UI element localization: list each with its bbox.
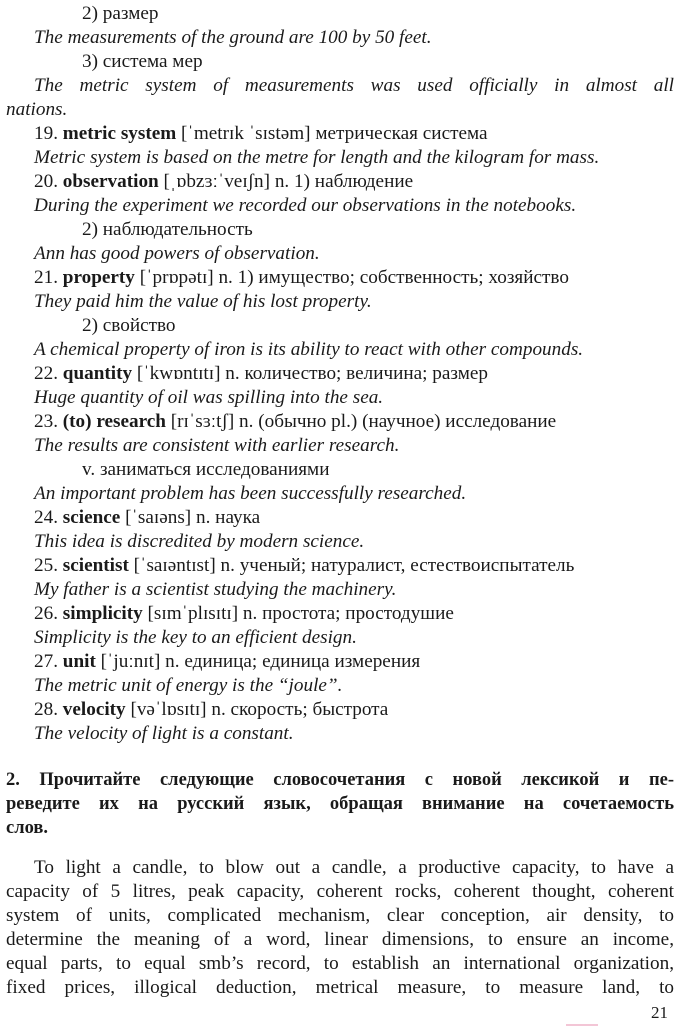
entry-word: (to) research (62, 411, 166, 432)
entry-number: 21. (34, 267, 58, 288)
example-sentence: An important problem has been successfully researched. (34, 483, 467, 504)
entry-definition: [ˈsaɪəntɪst] n. ученый; натуралист, естествоиспытатель (128, 555, 575, 576)
vocab-entry-27 (34, 650, 420, 674)
entry-number: 27. (34, 651, 58, 672)
entry-number: 25. (34, 555, 58, 576)
vocab-entry-21 (34, 266, 569, 290)
entry-number: 28. (34, 699, 58, 720)
entry-number: 20. (34, 171, 58, 192)
vocab-entry-26 (34, 602, 454, 626)
entry-definition: [rɪˈsɜːtʃ] n. (обычно pl.) (научное) исследование (165, 411, 557, 432)
entry-word: unit (62, 651, 96, 672)
example-sentence: The measurements of the ground are 100 by 50 feet. (34, 27, 432, 48)
sense-line: 2) размер (82, 3, 159, 24)
entry-word: observation (62, 171, 159, 192)
exercise-paragraph-line-4: determine the meaning of a word, linear dimensions, to ensure an income, (6, 929, 674, 950)
example-sentence-continued: nations. (6, 99, 68, 120)
entry-number: 19. (34, 123, 58, 144)
entry-definition: [ˈmetrɪk ˈsɪstəm] метрическая система (176, 123, 488, 144)
vocab-entry-20 (34, 170, 413, 194)
example-sentence: Simplicity is the key to an efficient design. (34, 627, 357, 648)
vocab-entry-25 (34, 554, 574, 578)
example-sentence: My father is a scientist studying the machinery. (34, 579, 397, 600)
entry-definition: [ˈsaɪəns] n. наука (120, 507, 261, 528)
task-heading-line-1: 2. Прочитайте следующие словосочетания с новой лексикой и пе- (6, 770, 674, 790)
example-sentence: The results are consistent with earlier research. (34, 435, 400, 456)
sense-line: 2) наблюдательность (82, 219, 253, 240)
entry-definition: [ˈprɒpətɪ] n. 1) имущество; собственность; хозяйство (134, 267, 569, 288)
sense-line: 2) свойство (82, 315, 176, 336)
decorative-mark (566, 1024, 598, 1026)
exercise-paragraph-line-1: To light a candle, to blow out a candle, a productive capacity, to have a (34, 857, 674, 878)
example-sentence: They paid him the value of his lost property. (34, 291, 372, 312)
exercise-paragraph-line-6: fixed prices, illogical deduction, metrical measure, to measure land, to (6, 977, 674, 998)
entry-word: science (62, 507, 121, 528)
entry-word: property (62, 267, 135, 288)
vocab-entry-19 (34, 122, 488, 146)
exercise-paragraph-line-2: capacity of 5 litres, peak capacity, coherent rocks, coherent thought, coherent (6, 881, 674, 902)
vocab-entry-22 (34, 362, 488, 386)
example-sentence: During the experiment we recorded our observations in the notebooks. (34, 195, 577, 216)
example-sentence: Ann has good powers of observation. (34, 243, 320, 264)
entry-number: 22. (34, 363, 58, 384)
entry-number: 24. (34, 507, 58, 528)
entry-definition: [ˈjuːnɪt] n. единица; единица измерения (95, 651, 421, 672)
task-heading-line-2: реведите их на русский язык, обращая внимание на сочетаемость (6, 794, 674, 814)
example-sentence: This idea is discredited by modern science. (34, 531, 365, 552)
entry-word: quantity (62, 363, 133, 384)
entry-word: velocity (62, 699, 126, 720)
entry-definition: [ˌɒbzɜːˈveɪʃn] n. 1) наблюдение (158, 171, 414, 192)
example-sentence: The metric unit of energy is the “joule”. (34, 675, 343, 696)
entry-word: metric system (62, 123, 177, 144)
sense-line: v. заниматься исследованиями (82, 459, 330, 480)
entry-definition: [sɪmˈplɪsɪtɪ] n. простота; простодушие (142, 603, 454, 624)
entry-word: simplicity (62, 603, 143, 624)
entry-number: 26. (34, 603, 58, 624)
exercise-paragraph-line-5: equal parts, to equal smb’s record, to establish an international organization, (6, 953, 674, 974)
task-heading-line-3: слов. (6, 818, 48, 838)
example-sentence: A chemical property of iron is its ability to react with other compounds. (34, 339, 584, 360)
vocab-entry-23 (34, 410, 556, 434)
vocab-entry-24 (34, 506, 260, 530)
example-sentence: The metric system of measurements was used officially in almost all (34, 75, 674, 96)
example-sentence: Metric system is based on the metre for length and the kilogram for mass. (34, 147, 600, 168)
page-number: 21 (651, 1003, 668, 1022)
vocab-entry-28 (34, 698, 388, 722)
sense-line: 3) система мер (82, 51, 203, 72)
entry-definition: [vəˈlɒsɪtɪ] n. скорость; быстрота (125, 699, 389, 720)
entry-word: scientist (62, 555, 129, 576)
exercise-paragraph-line-3: system of units, complicated mechanism, clear conception, air density, to (6, 905, 674, 926)
entry-number: 23. (34, 411, 58, 432)
example-sentence: Huge quantity of oil was spilling into the sea. (34, 387, 384, 408)
entry-definition: [ˈkwɒntɪtɪ] n. количество; величина; размер (132, 363, 488, 384)
example-sentence: The velocity of light is a constant. (34, 723, 294, 744)
